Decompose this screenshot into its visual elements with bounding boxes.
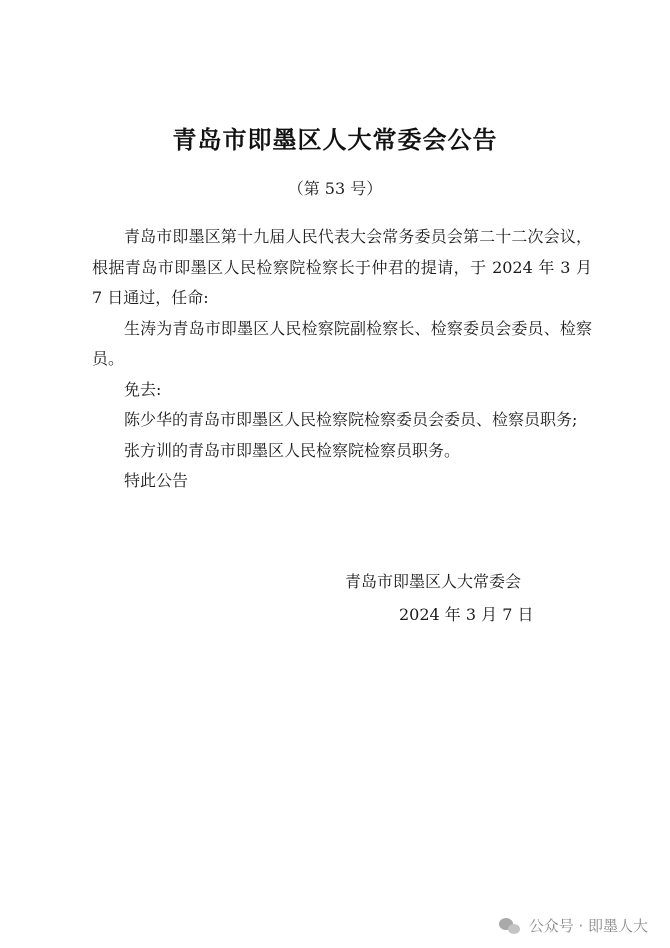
signature-issuer: 青岛市即墨区人大常委会: [345, 572, 522, 591]
document-body: [92, 222, 592, 497]
paragraph-removal-heading: 免去:: [124, 379, 162, 399]
paragraph-closing: 特此公告: [124, 471, 189, 490]
wechat-watermark: [499, 915, 648, 936]
document-title: 青岛市即墨区人大常委会公告: [172, 125, 498, 154]
wechat-icon: [499, 917, 521, 935]
signature-block: [345, 565, 565, 631]
paragraph-removal-2: 张方训的青岛市即墨区人民检察院检察员职务。: [124, 440, 461, 460]
paragraph-removal-1: 陈少华的青岛市即墨区人民检察院检察委员会委员、检察员职务;: [124, 410, 578, 429]
paragraph-intro: 青岛市即墨区第十九届人民代表大会常务委员会第二十二次会议，根据青岛市即墨区人民检察院检察长于仲君的提请，于 2024 年 3 月 7 日通过，任命:: [92, 227, 592, 307]
paragraph-appointment: 生涛为青岛市即墨区人民检察院副检察长、检察委员会委员、检察员。: [92, 318, 592, 368]
announcement-number: （第 53 号）: [287, 179, 383, 198]
signature-date: 2024 年 3 月 7 日: [399, 605, 534, 624]
watermark-text: 公众号 · 即墨人大: [528, 917, 648, 935]
